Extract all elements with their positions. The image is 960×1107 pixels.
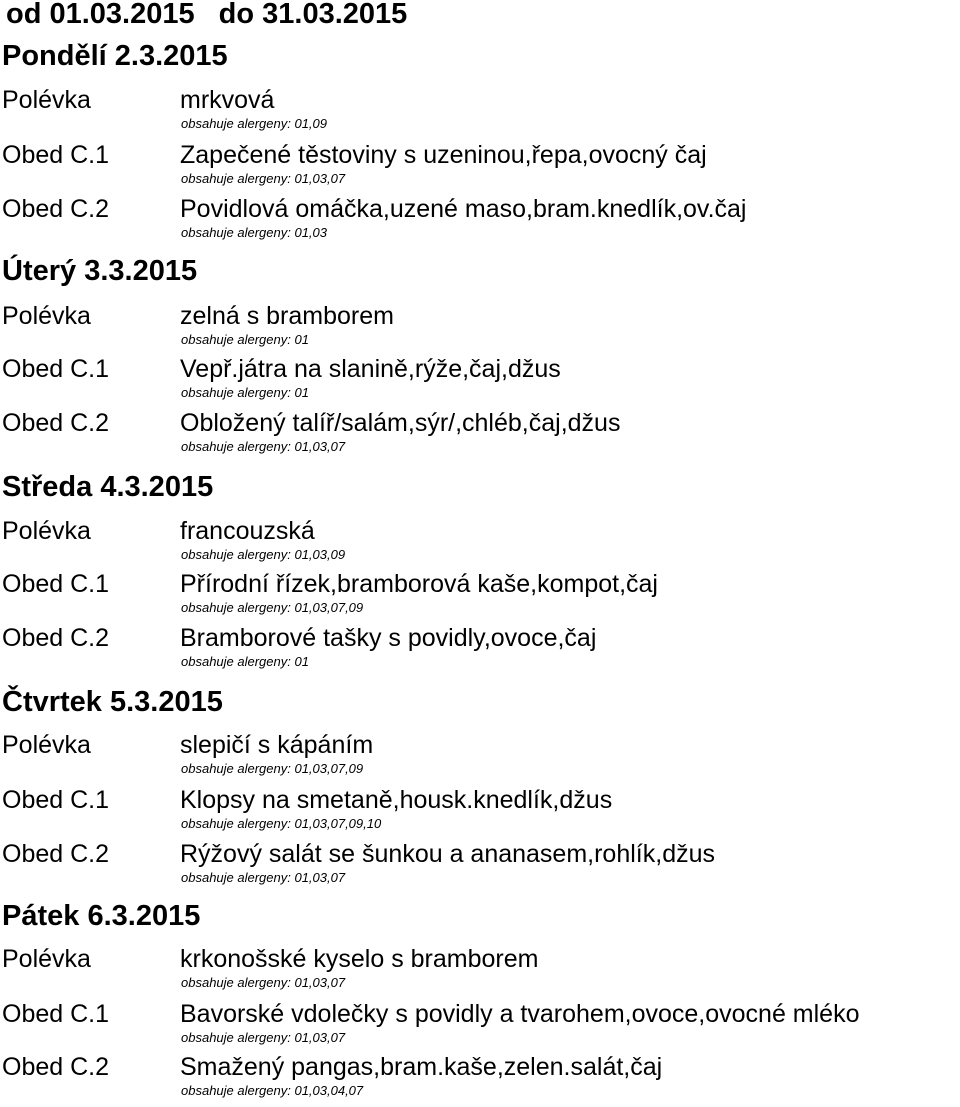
course-label: Obed C.1	[2, 1000, 110, 1028]
menu-row	[0, 840, 960, 894]
allergen-note: obsahuje alergeny: 01,03,07	[181, 439, 346, 454]
day-title: Středa 4.3.2015	[2, 471, 214, 503]
allergen-note: obsahuje alergeny: 01,03,07	[181, 975, 346, 990]
allergen-note: obsahuje alergeny: 01,03	[181, 225, 328, 240]
dish-name: Bavorské vdolečky s povidly a tvarohem,ovoce,ovocné mléko	[180, 1000, 860, 1028]
allergen-note: obsahuje alergeny: 01,03,09	[181, 547, 346, 562]
menu-row	[0, 141, 960, 195]
date-range-from: od 01.03.2015	[6, 0, 195, 30]
course-label: Obed C.2	[2, 195, 110, 223]
course-label: Obed C.1	[2, 570, 110, 598]
course-label: Obed C.1	[2, 786, 110, 814]
allergen-note: obsahuje alergeny: 01,09	[181, 116, 328, 131]
dish-name: zelná s bramborem	[180, 302, 394, 330]
allergen-note: obsahuje alergeny: 01,03,07	[181, 870, 346, 885]
menu-row	[0, 945, 960, 999]
allergen-note: obsahuje alergeny: 01,03,07,09	[181, 761, 364, 776]
course-label: Polévka	[2, 731, 91, 759]
menu-row	[0, 195, 960, 249]
menu-row	[0, 86, 960, 140]
dish-name: Povidlová omáčka,uzené maso,bram.knedlík,ov.čaj	[180, 195, 747, 223]
dish-name: Rýžový salát se šunkou a ananasem,rohlík,džus	[180, 840, 715, 868]
menu-row	[0, 786, 960, 840]
allergen-note: obsahuje alergeny: 01,03,07	[181, 1030, 346, 1045]
menu-row	[0, 517, 960, 571]
menu-row	[0, 1053, 960, 1107]
menu-row	[0, 355, 960, 409]
course-label: Obed C.2	[2, 409, 110, 437]
course-label: Polévka	[2, 302, 91, 330]
dish-name: slepičí s kápáním	[180, 731, 374, 759]
course-label: Polévka	[2, 517, 91, 545]
dish-name: Klopsy na smetaně,housk.knedlík,džus	[180, 786, 613, 814]
menu-row	[0, 624, 960, 678]
course-label: Obed C.1	[2, 141, 110, 169]
dish-name: Bramborové tašky s povidly,ovoce,čaj	[180, 624, 597, 652]
menu-row	[0, 302, 960, 356]
allergen-note: obsahuje alergeny: 01	[181, 654, 309, 669]
allergen-note: obsahuje alergeny: 01,03,04,07	[181, 1083, 364, 1098]
course-label: Obed C.2	[2, 1053, 110, 1081]
menu-row	[0, 570, 960, 624]
date-range	[6, 0, 407, 31]
menu-row	[0, 409, 960, 463]
dish-name: Obložený talíř/salám,sýr/,chléb,čaj,džus	[180, 409, 621, 437]
allergen-note: obsahuje alergeny: 01	[181, 385, 309, 400]
allergen-note: obsahuje alergeny: 01,03,07,09,10	[181, 816, 382, 831]
date-range-to: do 31.03.2015	[218, 0, 408, 30]
allergen-note: obsahuje alergeny: 01,03,07,09	[181, 600, 364, 615]
dish-name: krkonošské kyselo s bramborem	[180, 945, 539, 973]
course-label: Obed C.1	[2, 355, 110, 383]
dish-name: mrkvová	[180, 86, 275, 114]
course-label: Obed C.2	[2, 624, 110, 652]
menu-row	[0, 731, 960, 785]
allergen-note: obsahuje alergeny: 01,03,07	[181, 171, 346, 186]
day-title: Pátek 6.3.2015	[2, 900, 201, 932]
dish-name: Smažený pangas,bram.kaše,zelen.salát,čaj	[180, 1053, 663, 1081]
dish-name: Vepř.játra na slanině,rýže,čaj,džus	[180, 355, 561, 383]
course-label: Polévka	[2, 945, 91, 973]
day-title: Úterý 3.3.2015	[2, 255, 198, 287]
dish-name: francouzská	[180, 517, 315, 545]
dish-name: Zapečené těstoviny s uzeninou,řepa,ovocný čaj	[180, 141, 707, 169]
allergen-note: obsahuje alergeny: 01	[181, 332, 309, 347]
day-title: Čtvrtek 5.3.2015	[2, 686, 223, 718]
day-title: Pondělí 2.3.2015	[2, 40, 228, 72]
course-label: Obed C.2	[2, 840, 110, 868]
menu-row	[0, 1000, 960, 1054]
dish-name: Přírodní řízek,bramborová kaše,kompot,čaj	[180, 570, 658, 598]
course-label: Polévka	[2, 86, 91, 114]
